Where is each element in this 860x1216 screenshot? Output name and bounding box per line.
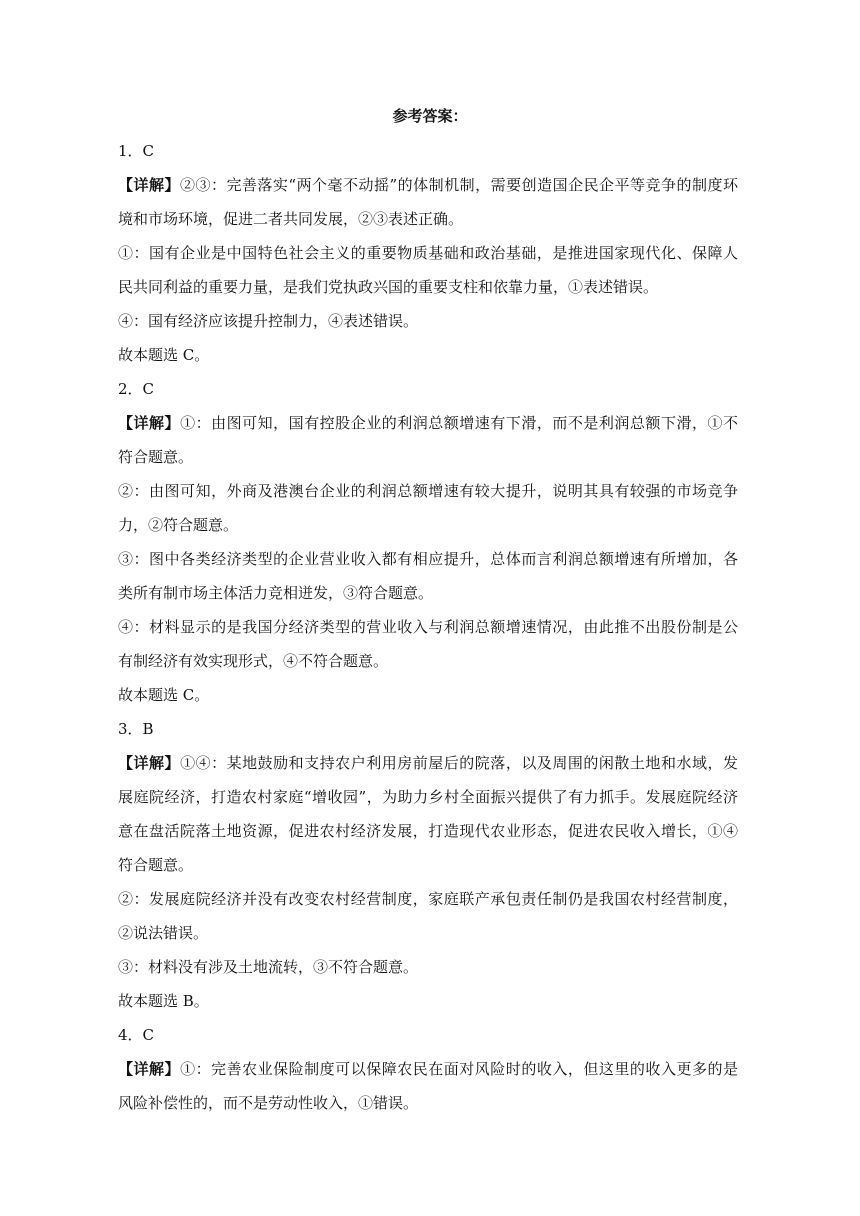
answer-number-1: 1．C (118, 142, 155, 160)
page-title: 参考答案： (392, 107, 468, 125)
answer-text-line: 有制经济有效实现形式，④不符合题意。 (118, 652, 389, 670)
answer-text-line: ①：国有企业是中国特色社会主义的重要物质基础和政治基础，是推进国家现代化、保障人 (118, 244, 738, 262)
answer-text-line: 力，②符合题意。 (118, 516, 239, 534)
answer-text-line (118, 168, 738, 202)
answer-text: ①④：某地鼓励和支持农户利用房前屋后的院落，以及周围的闲散土地和水域，发 (180, 754, 738, 772)
answer-text-line: 展庭院经济，打造农村家庭“增收园”，为助力乡村全面振兴提供了有力抓手。发展庭院经济 (118, 788, 738, 806)
answer-text-line: ④：国有经济应该提升控制力，④表述错误。 (118, 312, 419, 330)
answer-text-line: ②说法错误。 (118, 924, 209, 942)
answer-number-4: 4．C (118, 1026, 155, 1044)
answer-number-3: 3．B (118, 720, 154, 738)
answer-conclusion: 故本题选 C。 (118, 346, 210, 364)
answer-text-line: ③：材料没有涉及土地流转，③不符合题意。 (118, 958, 419, 976)
answer-text-line (118, 1052, 738, 1086)
answer-text-line: ③：图中各类经济类型的企业营业收入都有相应提升，总体而言利润总额增速有所增加，各 (118, 550, 738, 568)
answer-text-line: ④：材料显示的是我国分经济类型的营业收入与利润总额增速情况，由此推不出股份制是公 (118, 618, 738, 636)
answer-text: ①：完善农业保险制度可以保障农民在面对风险时的收入，但这里的收入更多的是 (180, 1060, 738, 1078)
answer-text-line: 民共同利益的重要力量，是我们党执政兴国的重要支柱和依靠力量，①表述错误。 (118, 278, 659, 296)
detail-tag: 【详解】 (118, 1060, 181, 1078)
answer-text-line: ②：发展庭院经济并没有改变农村经营制度，家庭联产承包责任制仍是我国农村经营制度， (118, 890, 738, 908)
answer-conclusion: 故本题选 C。 (118, 686, 210, 704)
answer-text-line (118, 406, 738, 440)
answer-text-line (118, 746, 738, 780)
answer-content (118, 134, 738, 1120)
detail-tag: 【详解】 (118, 754, 181, 772)
answer-number-2: 2．C (118, 380, 155, 398)
answer-conclusion: 故本题选 B。 (118, 992, 209, 1010)
answer-text: ①：由图可知，国有控股企业的利润总额增速有下滑，而不是利润总额下滑，①不 (180, 414, 738, 432)
answer-text-line: 意在盘活院落土地资源，促进农村经济发展，打造现代农业形态，促进农民收入增长，①④ (118, 822, 738, 840)
detail-tag: 【详解】 (118, 414, 181, 432)
answer-text-line: 类所有制市场主体活力竞相迸发，③符合题意。 (118, 584, 434, 602)
answer-text-line: 境和市场环境，促进二者共同发展，②③表述正确。 (118, 210, 464, 228)
detail-tag: 【详解】 (118, 176, 180, 194)
answer-text: ②③：完善落实“两个毫不动摇”的体制机制，需要创造国企民企平等竞争的制度环 (179, 176, 738, 194)
answer-text-line: ②：由图可知，外商及港澳台企业的利润总额增速有较大提升，说明其具有较强的市场竞争 (118, 482, 738, 500)
answer-text-line: 符合题意。 (118, 448, 194, 466)
answer-text-line: 符合题意。 (118, 856, 194, 874)
answer-text-line: 风险补偿性的，而不是劳动性收入，①错误。 (118, 1094, 419, 1112)
